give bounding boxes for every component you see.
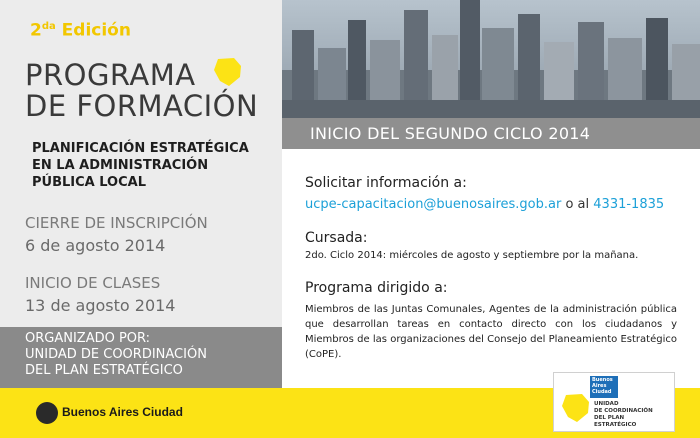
- connector-text: o al: [561, 197, 594, 212]
- programa-dirigido-text: Miembros de las Juntas Comunales, Agentes de la administración pública que desarrollan tareas en contacto directo con los ciudadanos y Miembros de las organizaciones del Consejo del Planeamiento Estratégico (CoPE).: [305, 304, 677, 360]
- organizer-line2: UNIDAD DE COORDINACIÓN: [25, 347, 207, 362]
- cope-blob-icon: [560, 393, 590, 423]
- program-title-line2: DE FORMACIÓN: [25, 89, 259, 123]
- program-title-line1: PROGRAMA: [25, 58, 196, 92]
- edition-label: [30, 22, 131, 40]
- edition-word: Edición: [61, 20, 131, 41]
- cope-logo-text: [594, 401, 653, 429]
- city-shield-icon: [36, 402, 58, 424]
- cursada-heading: Cursada:: [305, 230, 368, 246]
- edition-suffix: da: [41, 21, 56, 32]
- program-subtitle: [32, 140, 249, 191]
- ba-badge: [590, 376, 618, 398]
- cierre-date: 6 de agosto 2014: [25, 236, 166, 255]
- edition-number: 2: [30, 20, 42, 41]
- email-link[interactable]: ucpe-capacitacion@buenosaires.gob.ar: [305, 197, 562, 212]
- badge-line3: Ciudad: [592, 389, 612, 395]
- phone-link[interactable]: 4331-1835: [593, 197, 665, 212]
- yellow-blob-icon: [212, 57, 242, 87]
- cursada-text: 2do. Ciclo 2014: miércoles de agosto y septiembre por la mañana.: [305, 250, 639, 261]
- subtitle-line3: PÚBLICA LOCAL: [32, 175, 146, 190]
- subtitle-line1: PLANIFICACIÓN ESTRATÉGICA: [32, 141, 249, 156]
- cierre-label: CIERRE DE INSCRIPCIÓN: [25, 214, 208, 232]
- cope-line4: ESTRATÉGICO: [594, 422, 637, 428]
- organizer-line1: ORGANIZADO POR:: [25, 331, 151, 346]
- city-photo: [282, 0, 700, 118]
- cope-line3: DEL PLAN: [594, 415, 625, 421]
- inicio-clases-label: INICIO DE CLASES: [25, 274, 161, 292]
- programa-dirigido-heading: Programa dirigido a:: [305, 280, 448, 296]
- cope-line1: UNIDAD: [594, 401, 619, 407]
- badge-line2: Aires: [592, 383, 607, 389]
- cycle-banner-text: INICIO DEL SEGUNDO CICLO 2014: [310, 124, 591, 143]
- info-contact: [305, 197, 664, 212]
- organizer-line3: DEL PLAN ESTRATÉGICO: [25, 363, 183, 378]
- footer-brand: Buenos Aires Ciudad: [62, 405, 183, 419]
- subtitle-line2: EN LA ADMINISTRACIÓN: [32, 158, 209, 173]
- city-skyline-image: [282, 0, 700, 118]
- inicio-clases-date: 13 de agosto 2014: [25, 296, 176, 315]
- cycle-banner: [282, 118, 700, 149]
- info-heading: Solicitar información a:: [305, 175, 467, 191]
- badge-line1: Buenos: [592, 377, 613, 383]
- cope-line2: DE COORDINACIÓN: [594, 408, 653, 414]
